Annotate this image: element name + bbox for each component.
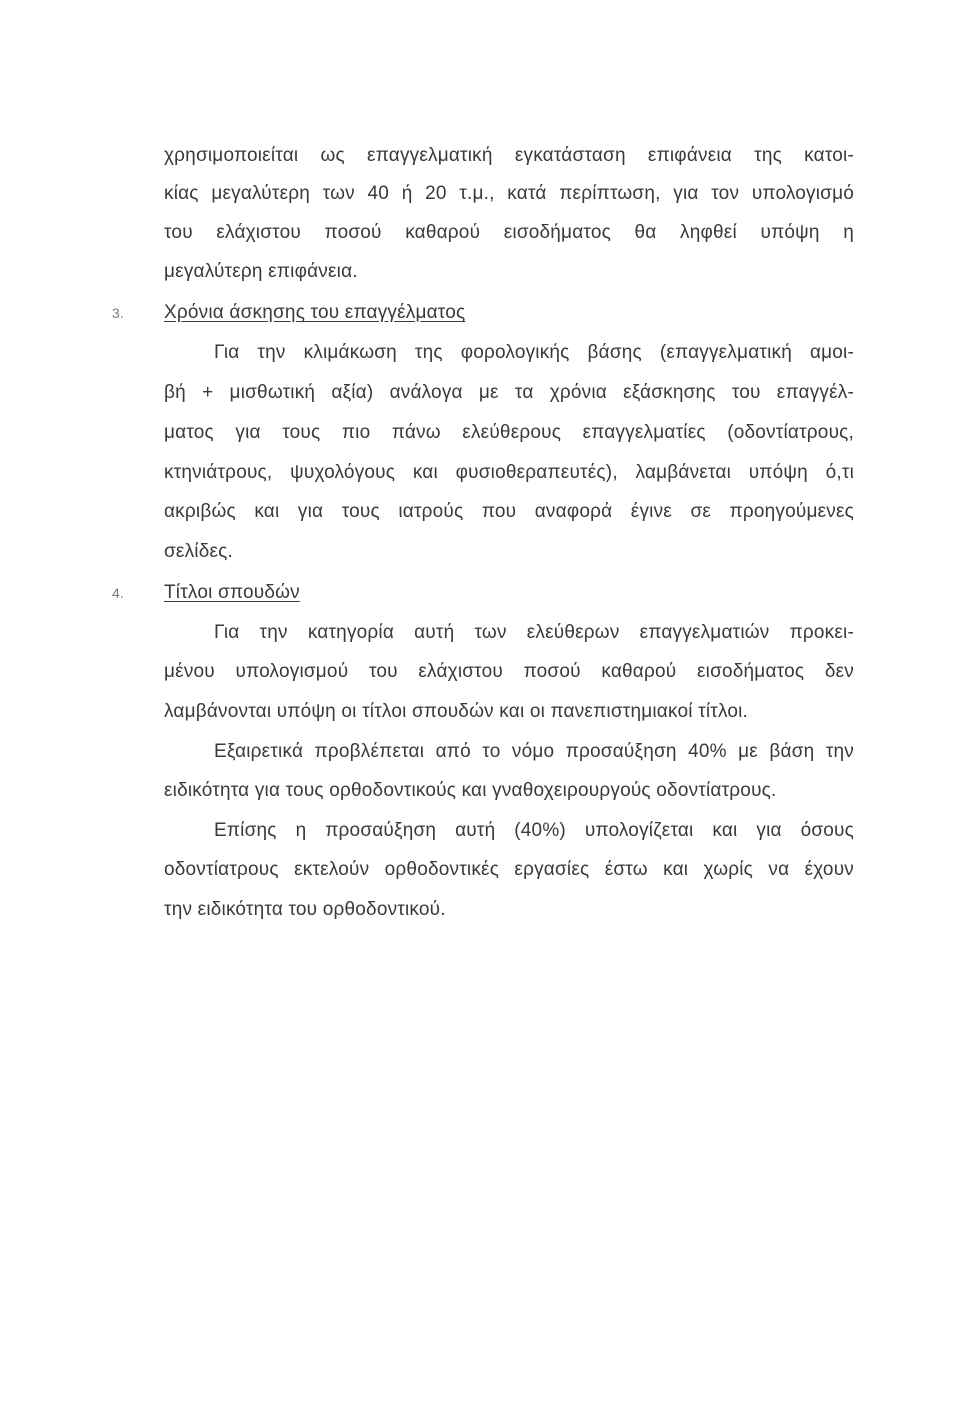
intro-line-3: του ελάχιστου ποσού καθαρού εισοδήματος θα ληφθεί υπόψη η — [164, 222, 854, 243]
section-3-line-4: κτηνιάτρους, ψυχολόγους και φυσιοθεραπευτές), λαμβάνεται υπόψη ό,τι — [164, 462, 854, 483]
section-3-number: 3. — [112, 305, 124, 321]
section-3-line-1: Για την κλιμάκωση της φορολογικής βάσης (επαγγελματική αμοι- — [214, 342, 854, 363]
section-4-number: 4. — [112, 585, 124, 601]
intro-line-2: κίας μεγαλύτερη των 40 ή 20 τ.μ., κατά περίπτωση, για τον υπολογισμό — [164, 183, 854, 204]
section-4-p2-line-1: Εξαιρετικά προβλέπεται από το νόμο προσαύξηση 40% με βάση την — [214, 741, 854, 762]
section-4-p3-line-2: οδοντίατρους εκτελούν ορθοδοντικές εργασίες έστω και χωρίς να έχουν — [164, 859, 854, 880]
section-4-p1-line-3: λαμβάνονται υπόψη οι τίτλοι σπουδών και οι πανεπιστημιακοί τίτλοι. — [164, 701, 749, 722]
section-3-title: Χρόνια άσκησης του επαγγέλματος — [164, 302, 466, 323]
section-4-title: Τίτλοι σπουδών — [164, 582, 300, 603]
intro-line-4: μεγαλύτερη επιφάνεια. — [164, 261, 358, 282]
section-4-p3-line-1: Επίσης η προσαύξηση αυτή (40%) υπολογίζεται και για όσους — [214, 820, 854, 841]
section-3-line-5: ακριβώς και για τους ιατρούς που αναφορά έγινε σε προηγούμενες — [164, 501, 854, 522]
section-3-line-6: σελίδες. — [164, 541, 233, 562]
section-4-p1-line-2: μένου υπολογισμού του ελάχιστου ποσού καθαρού εισοδήματος δεν — [164, 661, 854, 682]
section-4-p3-line-3: την ειδικότητα του ορθοδοντικού. — [164, 899, 446, 920]
section-4-p1-line-1: Για την κατηγορία αυτή των ελεύθερων επαγγελματιών προκει- — [214, 622, 854, 643]
section-4-p2-line-2: ειδικότητα για τους ορθοδοντικούς και γναθοχειρουργούς οδοντίατρους. — [164, 780, 777, 801]
section-3-line-2: βή + μισθωτική αξία) ανάλογα με τα χρόνια εξάσκησης του επαγγέλ- — [164, 382, 854, 403]
section-3-line-3: ματος για τους πιο πάνω ελεύθερους επαγγελματίες (οδοντίατρους, — [164, 422, 854, 443]
intro-line-1: χρησιμοποιείται ως επαγγελματική εγκατάσταση επιφάνεια της κατοι- — [164, 145, 854, 166]
